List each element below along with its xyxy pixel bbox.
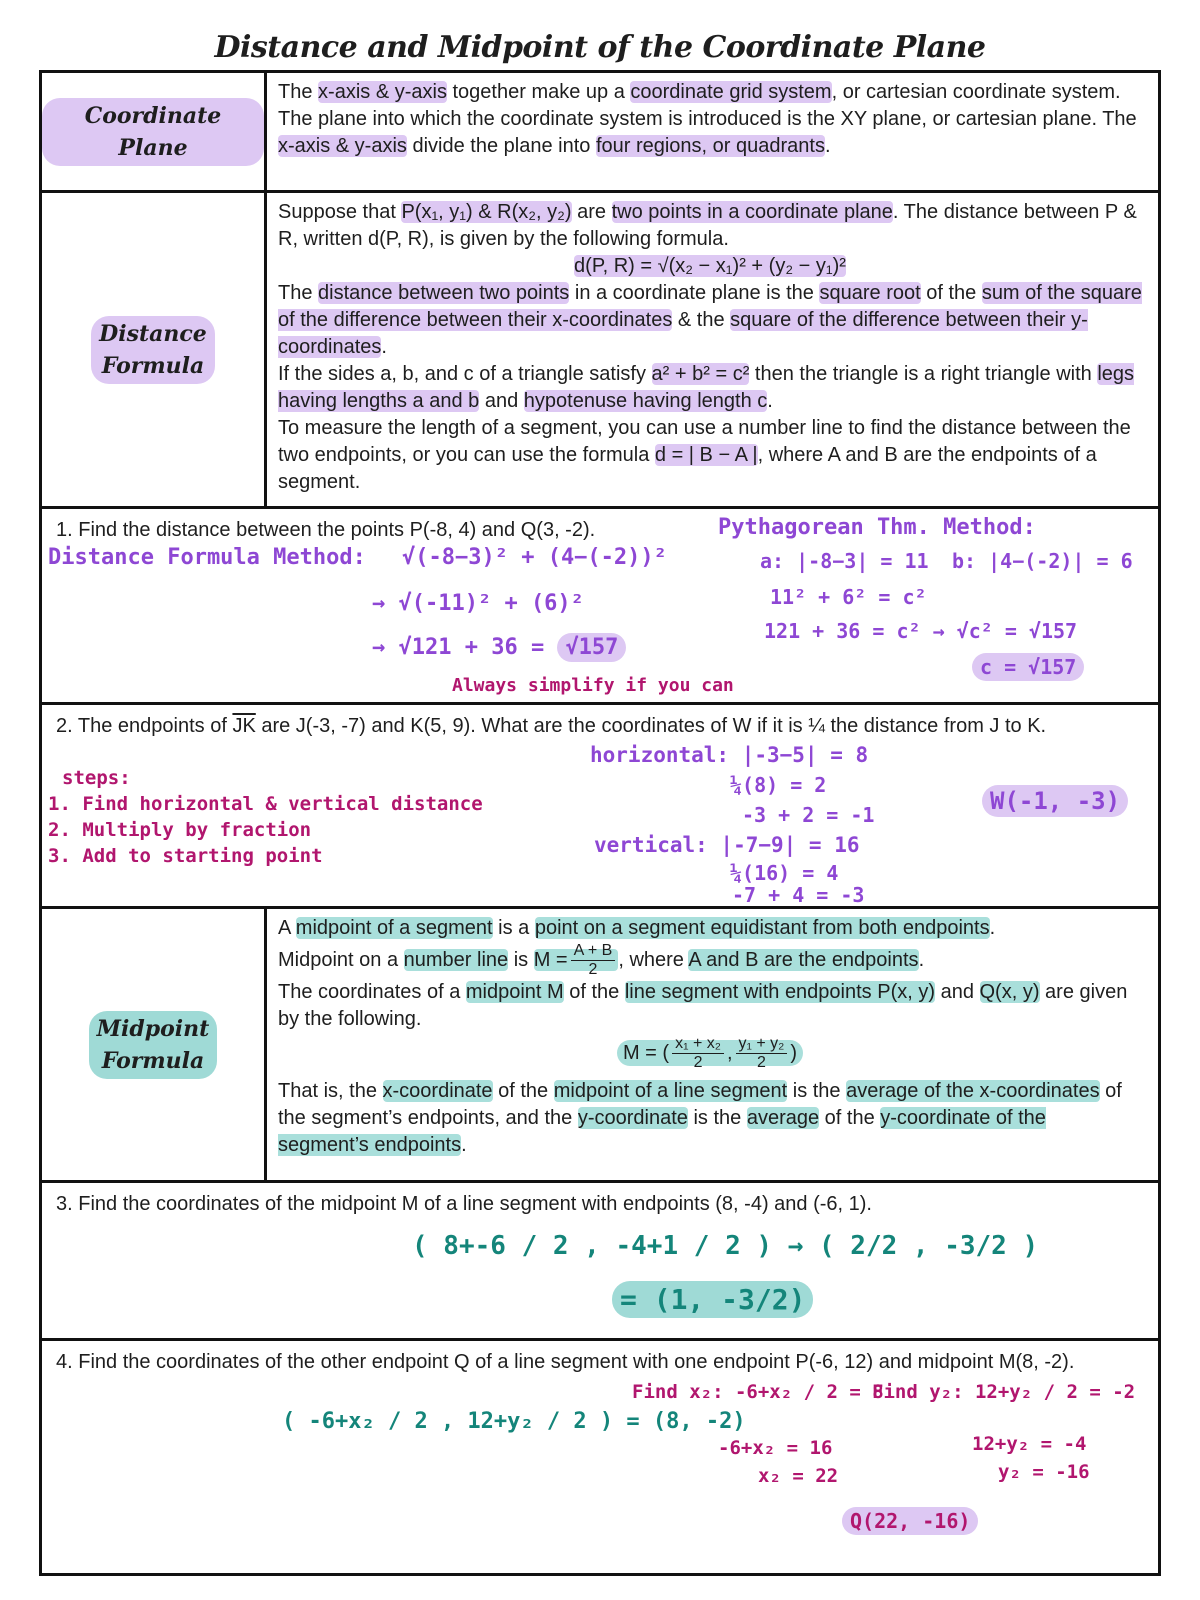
coordinate-plane-label: Coordinate Plane	[42, 98, 264, 166]
q2-horizontal-3: -3 + 2 = -1	[742, 803, 875, 827]
midpoint-formula-row	[42, 909, 1158, 1183]
q2-vertical-2: ¼(16) = 4	[730, 861, 839, 885]
q4-answer: Q(22, -16)	[842, 1509, 978, 1533]
q2-horizontal-1: horizontal: |-3−5| = 8	[590, 743, 869, 767]
midpoint-p1: A midpoint of a segment is a point on a segment equidistant from both endpoints.	[278, 917, 996, 939]
question-2-text: 2. The endpoints of $\overline{JK}$ are J(-3, -7) and K(5, 9). What are the coordinates of W if it is ¼ the distance from J to K.	[56, 715, 1047, 737]
distance-p3: If the sides a, b, and c of a triangle satisfy a² + b² = c² then the triangle is a right triangle with legs having lengths a and b and hypotenuse having length c.	[278, 363, 1135, 412]
q3-answer: = (1, -3/2)	[612, 1283, 813, 1316]
q2-vertical-1: vertical: |-7−9| = 16	[594, 833, 860, 857]
q1-m2-b: b: |4−(-2)| = 6	[952, 549, 1133, 573]
question-3-text: 3. Find the coordinates of the midpoint M of a line segment with endpoints (8, -4) and (-6, 1).	[56, 1193, 872, 1215]
q2-vertical-3: -7 + 4 = -3	[732, 883, 865, 907]
coordinate-plane-label-cell	[42, 73, 267, 190]
q2-horizontal-2: ¼(8) = 2	[730, 773, 827, 797]
q2-answer: W(-1, -3)	[982, 787, 1128, 815]
coordinate-plane-row	[42, 73, 1158, 193]
question-4-row	[42, 1341, 1158, 1573]
distance-formula-text	[278, 199, 1142, 496]
midpoint-formula-equation: M = ( $\frac{\text{x₁ + x₂}}{2}$ , $\frac{\text{y₁ + y₂}}{2}$ )	[278, 1035, 1142, 1072]
q4-find-y-2: 12+y₂ = -4	[972, 1433, 1087, 1455]
distance-formula-label-cell	[42, 193, 267, 506]
q3-work: ( 8+-6 / 2 , -4+1 / 2 ) → ( 2/2 , -3/2 )	[412, 1231, 1039, 1261]
q1-m1-line3: → √121 + 36 = √157	[372, 635, 626, 660]
q2-step1: 1. Find horizontal & vertical distance	[48, 793, 483, 815]
midpoint-formula-label-cell	[42, 909, 267, 1180]
q4-work: ( -6+x₂ / 2 , 12+y₂ / 2 ) = (8, -2)	[282, 1409, 746, 1434]
page-title: Distance and Midpoint of the Coordinate Plane	[214, 30, 986, 65]
distance-p4: To measure the length of a segment, you can use a number line to find the distance between the two endpoints, or you can use the formula d = | B − A |, where A and B are the endpoints of a segment.	[278, 417, 1131, 493]
question-1-text: 1. Find the distance between the points P(-8, 4) and Q(3, -2).	[56, 519, 596, 541]
q1-m2-answer: c = √157	[972, 655, 1084, 679]
q1-note: Always simplify if you can	[452, 675, 734, 696]
q1-m1-answer: √157	[557, 633, 626, 662]
q2-step3: 3. Add to starting point	[48, 845, 323, 867]
q1-m2-a: a: |-8−3| = 11	[760, 549, 929, 573]
segment-jk: $\overline{JK}$	[232, 715, 256, 737]
distance-formula-label: Distance Formula	[91, 316, 215, 384]
coordinate-plane-text: The x-axis & y-axis together make up a coordinate grid system, or cartesian coordinate system. The plane into which the coordinate system is introduced is the XY plane, or cartesian plane. The x-axis & y-axis divide the plane into four regions, or quadrants.	[278, 81, 1137, 157]
number-line-midpoint: M = $\frac{A + B}{2}$	[534, 949, 619, 971]
q1-m2-line2: 11² + 6² = c²	[770, 585, 927, 609]
q1-m1-line2: → √(-11)² + (6)²	[372, 591, 584, 616]
q4-find-x-1: Find x₂: -6+x₂ / 2 = 8	[632, 1381, 884, 1403]
midpoint-formula-label: Midpoint Formula	[89, 1011, 218, 1079]
q1-method2-title: Pythagorean Thm. Method:	[718, 515, 1036, 540]
q1-method1-title: Distance Formula Method:	[48, 545, 366, 570]
question-1-row	[42, 509, 1158, 705]
question-3-row	[42, 1183, 1158, 1341]
q2-step2: 2. Multiply by fraction	[48, 819, 312, 841]
distance-p1: Suppose that P(x₁, y₁) & R(x₂, y₂) are two points in a coordinate plane. The distance between P & R, written d(P, R), is given by the following formula.	[278, 201, 1137, 250]
q4-find-x-2: -6+x₂ = 16	[718, 1437, 833, 1459]
q4-find-y-1: Find y₂: 12+y₂ / 2 = -2	[872, 1381, 1136, 1403]
q1-m1-line1: √(-8−3)² + (4−(-2))²	[402, 545, 667, 570]
distance-formula-equation: d(P, R) = √(x₂ − x₁)² + (y₂ − y₁)²	[574, 255, 846, 277]
midpoint-p4: That is, the x-coordinate of the midpoint of a line segment is the average of the x-coordinates of the segment’s endpoints, and the y-coordinate is the average of the y-coordinate of the segment’s endpoints.	[278, 1080, 1122, 1156]
notes-table	[39, 70, 1161, 1576]
q4-find-x-3: x₂ = 22	[758, 1465, 839, 1487]
midpoint-p2: Midpoint on a number line is M = $\frac{A + B}{2}$ , where A and B are the endpoints.	[278, 942, 925, 978]
question-2-row	[42, 705, 1158, 909]
distance-formula-row	[42, 193, 1158, 509]
midpoint-p3: The coordinates of a midpoint M of the line segment with endpoints P(x, y) and Q(x, y) are given by the following.	[278, 981, 1128, 1030]
q1-m2-line3: 121 + 36 = c² → √c² = √157	[764, 619, 1078, 643]
q4-find-y-3: y₂ = -16	[998, 1461, 1090, 1483]
distance-p2: The distance between two points in a coordinate plane is the square root of the sum of the square of the difference between their x-coordinates & the square of the difference between their y-coordinates.	[278, 282, 1142, 358]
q2-steps-title: steps:	[62, 767, 131, 789]
midpoint-formula-text	[278, 915, 1142, 1159]
question-4-text: 4. Find the coordinates of the other endpoint Q of a line segment with one endpoint P(-6, 12) and midpoint M(8, -2).	[56, 1351, 1075, 1373]
